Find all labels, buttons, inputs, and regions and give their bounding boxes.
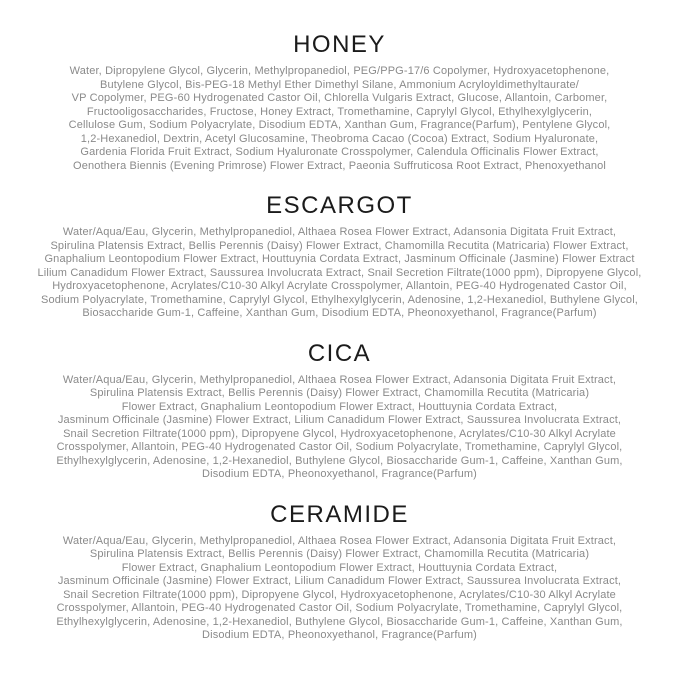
- section-ceramide: [30, 500, 650, 643]
- ingredient-line: Biosaccharide Gum-1, Caffeine, Xanthan Gum, Disodium EDTA, Pheonoxyethanol, Fragrance(Parfum): [82, 307, 597, 319]
- section-escargot: [30, 194, 650, 321]
- ingredient-list-escargot: [30, 226, 650, 321]
- ingredient-line: Snail Secretion Filtrate(1000 ppm), Dipropyene Glycol, Hydroxyacetophenone, Acrylates/C10-30 Alkyl Acrylate: [63, 588, 616, 601]
- ingredient-line: Water/Aqua/Eau, Glycerin, Methylpropanediol, Althaea Rosea Flower Extract, Adansonia Digitata Fruit Extract,: [62, 226, 617, 238]
- ingredient-line: Sodium Polyacrylate, Tromethamine, Caprylyl Glycol, Ethylhexylglycerin, Adenosine, 1,2-Hexanediol, Buthylene Glycol,: [40, 293, 638, 306]
- ingredient-line: Cellulose Gum, Sodium Polyacrylate, Disodium EDTA, Xanthan Gum, Fragrance(Parfum), Pentylene Glycol,: [68, 119, 611, 131]
- ingredient-line: Jasminum Officinale (Jasmine) Flower Extract, Lilium Canadidum Flower Extract, Saussurea Involucrata Extract,: [57, 575, 622, 587]
- ingredient-line: Water/Aqua/Eau, Glycerin, Methylpropanediol, Althaea Rosea Flower Extract, Adansonia Digitata Fruit Extract,: [62, 373, 617, 386]
- section-cica: [30, 339, 650, 482]
- ingredient-line: Fructooligosaccharides, Fructose, Honey Extract, Tromethamine, Caprylyl Glycol, Ethylhexylglycerin,: [86, 105, 593, 118]
- ingredient-line: Ethylhexylglycerin, Adenosine, 1,2-Hexanediol, Buthylene Glycol, Biosaccharide Gum-1, Caffeine, Xanthan Gum,: [56, 454, 623, 467]
- ingredient-line: Hydroxyacetophenone, Acrylates/C10-30 Alkyl Acrylate Crosspolymer, Allantoin, PEG-40 Hydrogenated Castor Oil,: [52, 280, 627, 292]
- section-title-honey: HONEY: [293, 31, 386, 58]
- ingredient-line: Disodium EDTA, Pheonoxyethanol, Fragrance(Parfum): [202, 629, 477, 641]
- ingredient-line: Gnaphalium Leontopodium Flower Extract, Houttuynia Cordata Extract, Jasminum Officinale (Jasmine) Flower Extract: [44, 253, 635, 265]
- ingredient-line: Disodium EDTA, Pheonoxyethanol, Fragrance(Parfum): [202, 468, 477, 480]
- ingredient-list-honey: [30, 65, 650, 173]
- ingredient-line: VP Copolymer, PEG-60 Hydrogenated Castor Oil, Chlorella Vulgaris Extract, Glucose, Allantoin, Carbomer,: [71, 92, 608, 104]
- ingredient-line: Lilium Canadidum Flower Extract, Saussurea Involucrata Extract, Snail Secretion Filtrate(1000 ppm), Dipropyene Glycol,: [37, 266, 642, 279]
- ingredient-list-ceramide: [30, 535, 650, 643]
- ingredient-line: Flower Extract, Gnaphalium Leontopodium Flower Extract, Houttuynia Cordata Extract,: [121, 561, 558, 574]
- ingredient-line: Oenothera Biennis (Evening Primrose) Flower Extract, Paeonia Suffruticosa Root Extract, Phenoxyethanol: [73, 159, 606, 172]
- ingredient-line: Spirulina Platensis Extract, Bellis Perennis (Daisy) Flower Extract, Chamomilla Recutita (Matricaria) Flower Extract,: [50, 239, 629, 252]
- ingredient-line: Water, Dipropylene Glycol, Glycerin, Methylpropanediol, PEG/PPG-17/6 Copolymer, Hydroxyacetophenone,: [69, 65, 610, 77]
- ingredient-line: Water/Aqua/Eau, Glycerin, Methylpropanediol, Althaea Rosea Flower Extract, Adansonia Digitata Fruit Extract,: [62, 534, 617, 547]
- section-title-escargot: ESCARGOT: [266, 192, 413, 219]
- ingredient-line: Flower Extract, Gnaphalium Leontopodium Flower Extract, Houttuynia Cordata Extract,: [121, 400, 558, 413]
- section-title-ceramide: CERAMIDE: [270, 500, 409, 528]
- ingredient-line: Ethylhexylglycerin, Adenosine, 1,2-Hexanediol, Buthylene Glycol, Biosaccharide Gum-1, Caffeine, Xanthan Gum,: [56, 615, 623, 628]
- section-honey: [30, 33, 650, 173]
- ingredient-line: Gardenia Florida Fruit Extract, Sodium Hyaluronate Crosspolymer, Calendula Officinalis Flower Extract,: [80, 146, 599, 158]
- ingredient-line: Jasminum Officinale (Jasmine) Flower Extract, Lilium Canadidum Flower Extract, Saussurea Involucrata Extract,: [57, 414, 622, 426]
- ingredient-line: Butylene Glycol, Bis-PEG-18 Methyl Ether Dimethyl Silane, Ammonium Acryloyldimethyltaurate/: [100, 78, 579, 91]
- ingredient-line: Spirulina Platensis Extract, Bellis Perennis (Daisy) Flower Extract, Chamomilla Recutita (Matricaria): [89, 387, 590, 399]
- ingredient-line: Crosspolymer, Allantoin, PEG-40 Hydrogenated Castor Oil, Sodium Polyacrylate, Tromethamine, Caprylyl Glycol,: [56, 441, 623, 453]
- ingredient-line: 1,2-Hexanediol, Dextrin, Acetyl Glucosamine, Theobroma Cacao (Cocoa) Extract, Sodium Hyaluronate,: [80, 132, 599, 145]
- section-title-cica: CICA: [307, 339, 372, 367]
- ingredient-line: Crosspolymer, Allantoin, PEG-40 Hydrogenated Castor Oil, Sodium Polyacrylate, Tromethamine, Caprylyl Glycol,: [56, 602, 623, 614]
- ingredient-list-cica: [30, 374, 650, 482]
- ingredient-line: Snail Secretion Filtrate(1000 ppm), Dipropyene Glycol, Hydroxyacetophenone, Acrylates/C10-30 Alkyl Acrylate: [63, 427, 616, 440]
- ingredient-line: Spirulina Platensis Extract, Bellis Perennis (Daisy) Flower Extract, Chamomilla Recutita (Matricaria): [89, 548, 590, 560]
